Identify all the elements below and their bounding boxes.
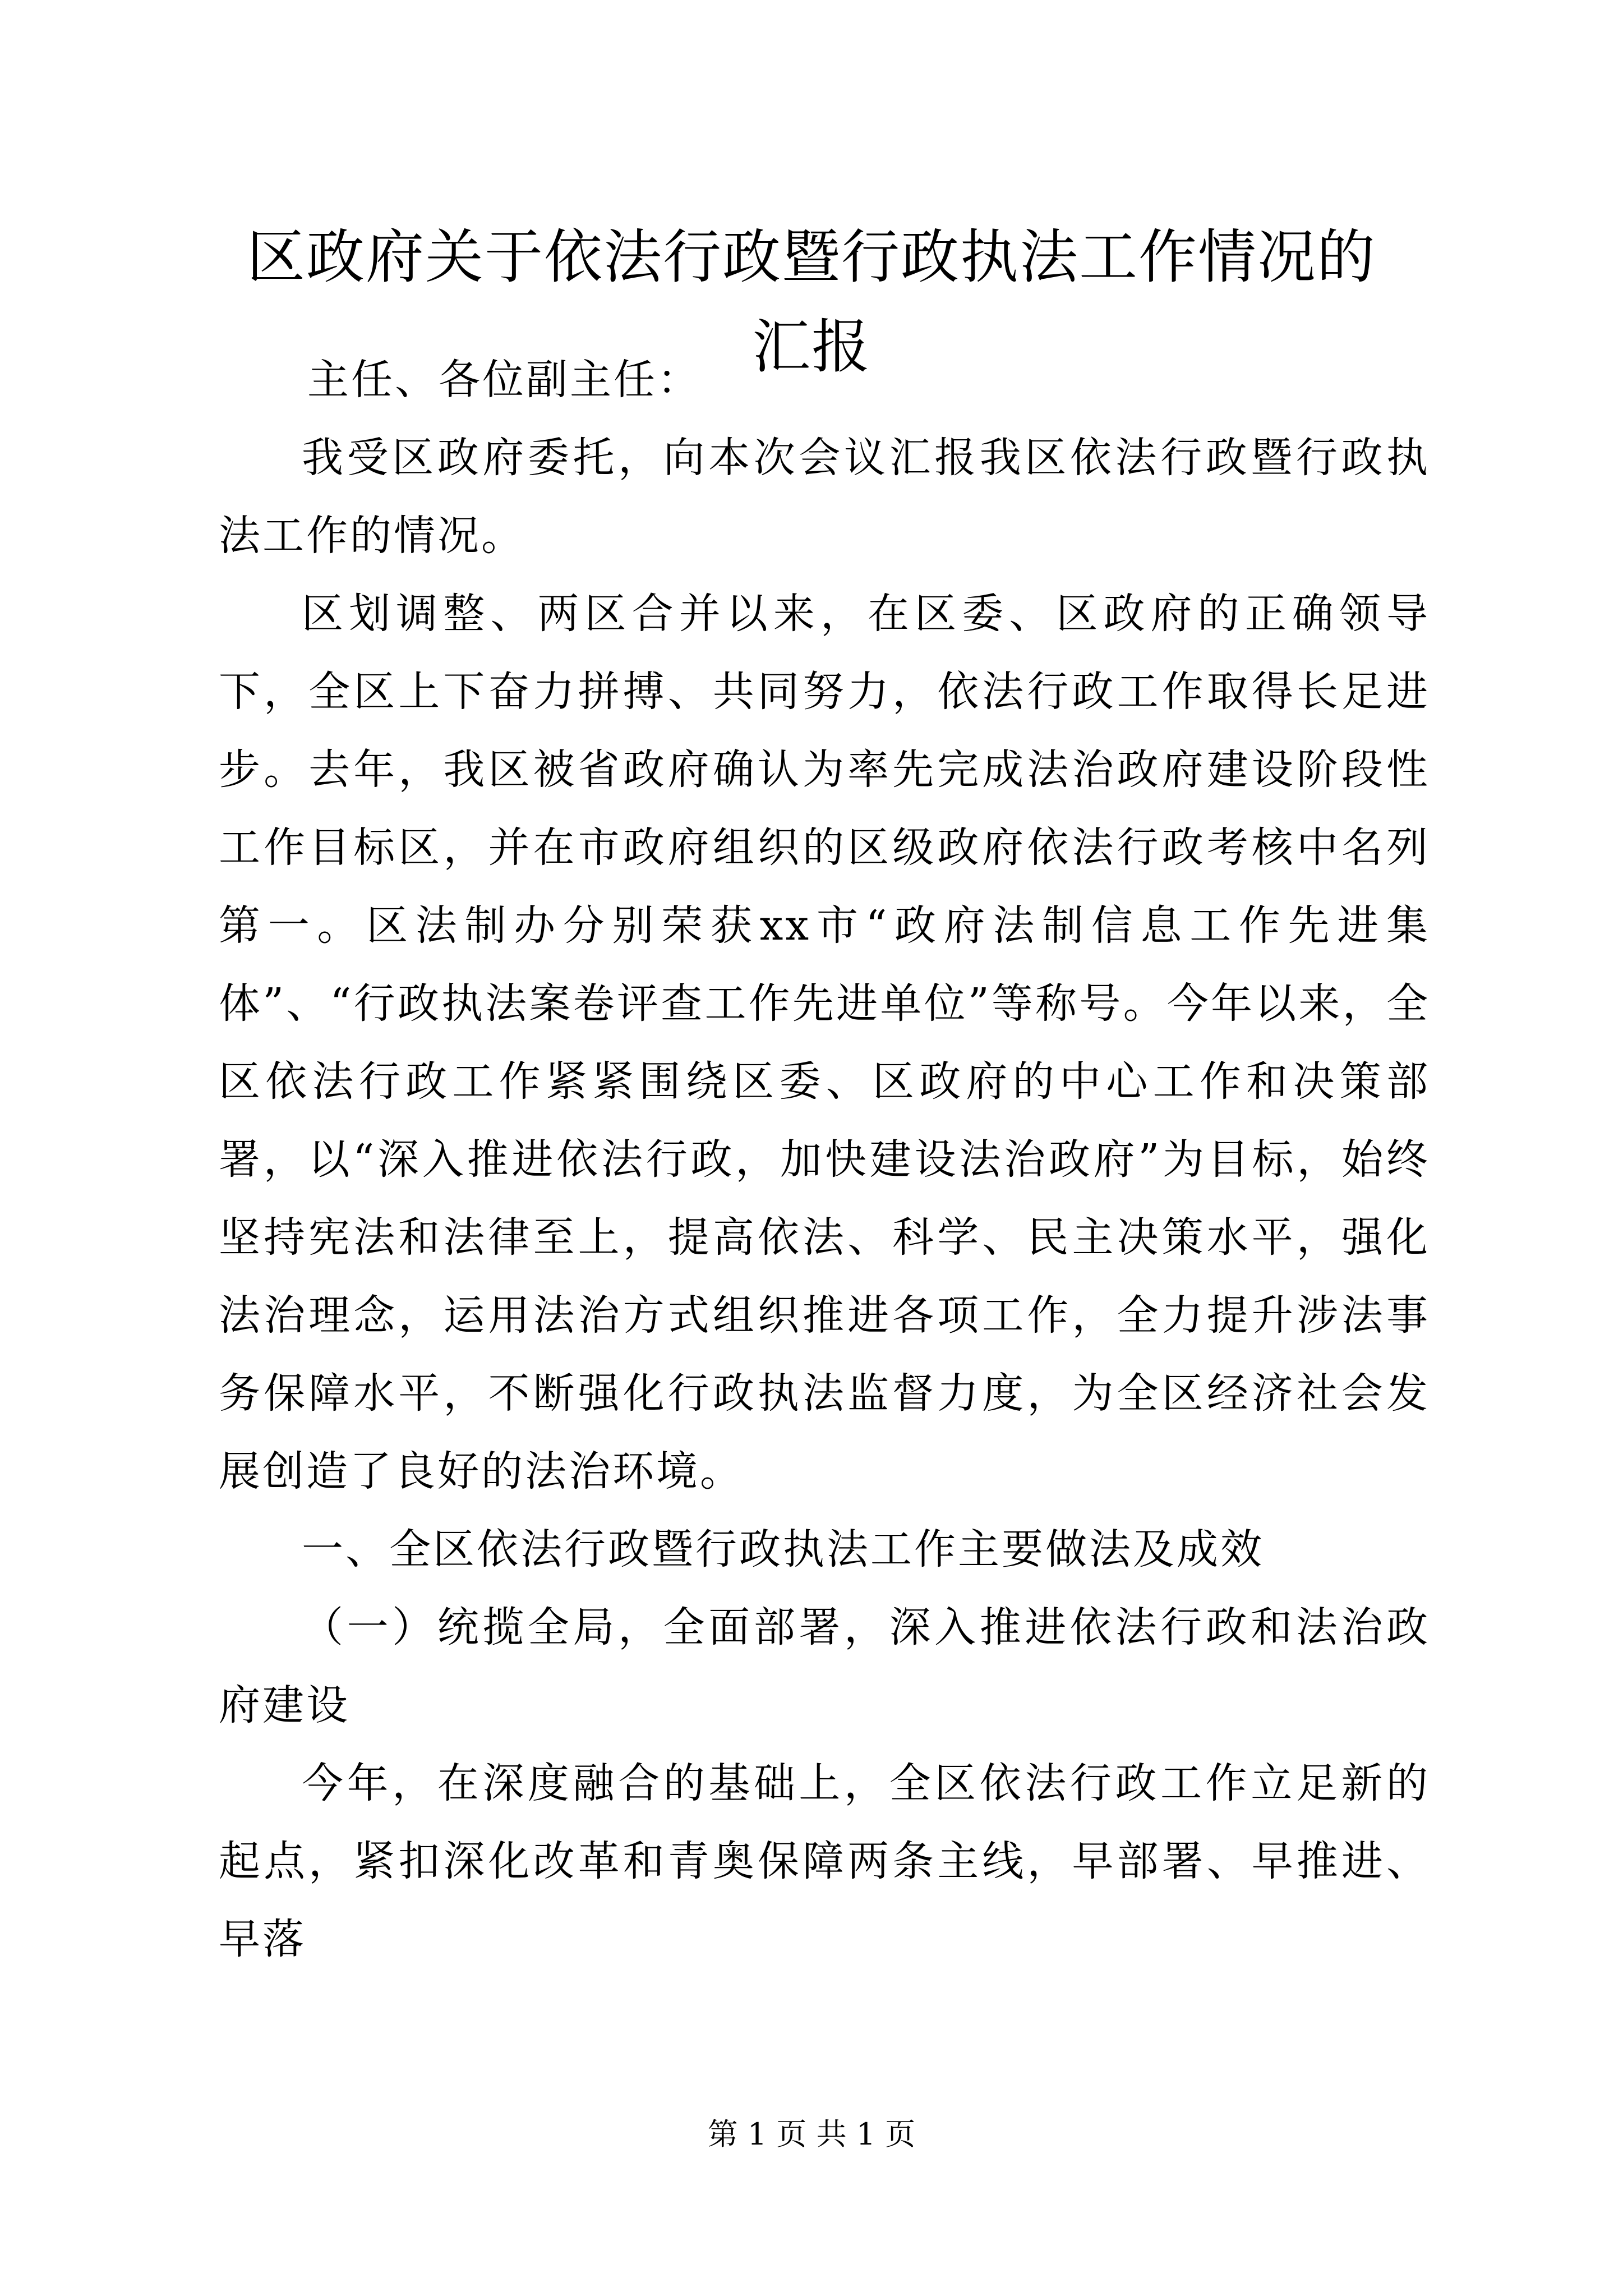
- document-title: 区政府关于依法行政暨行政执法工作情况的汇报: [246, 223, 1376, 381]
- subsection-heading: （一）统揽全局，全面部署，深入推进依法行政和法治政府建设: [219, 1603, 1430, 1729]
- document-body: [219, 341, 1430, 1978]
- page-number-footer: 第 1 页 共 1 页: [707, 2116, 916, 2152]
- section-heading: 一、全区依法行政暨行政执法工作主要做法及成效: [302, 1525, 1264, 1573]
- paragraph-overview: 区划调整、两区合并以来，在区委、区政府的正确领导下，全区上下奋力拼搏、共同努力，依法行政工作取得长足进步。去年，我区被省政府确认为率先完成法治政府建设阶段性工作目标区，并在市政府组织的区级政府依法行政考核中名列第一。区法制办分别荣获xx市“政府法制信息工作先进集体”、“行政执法案卷评查工作先进单位”等称号。今年以来，全区依法行政工作紧紧围绕区委、区政府的中心工作和决策部署，以“深入推进依法行政，加快建设法治政府”为目标，始终坚持宪法和法律至上，提高依法、科学、民主决策水平，强化法治理念，运用法治方式组织推进各项工作，全力提升涉法事务保障水平，不断强化行政执法监督力度，为全区经济社会发展创造了良好的法治环境。: [219, 590, 1430, 1496]
- salutation: 主任、各位副主任：: [307, 356, 701, 404]
- paragraph-detail: 今年，在深度融合的基础上，全区依法行政工作立足新的起点，紧扣深化改革和青奥保障两条主线，早部署、早推进、早落: [219, 1759, 1430, 1963]
- paragraph-intro: 我受区政府委托，向本次会议汇报我区依法行政暨行政执法工作的情况。: [219, 434, 1430, 560]
